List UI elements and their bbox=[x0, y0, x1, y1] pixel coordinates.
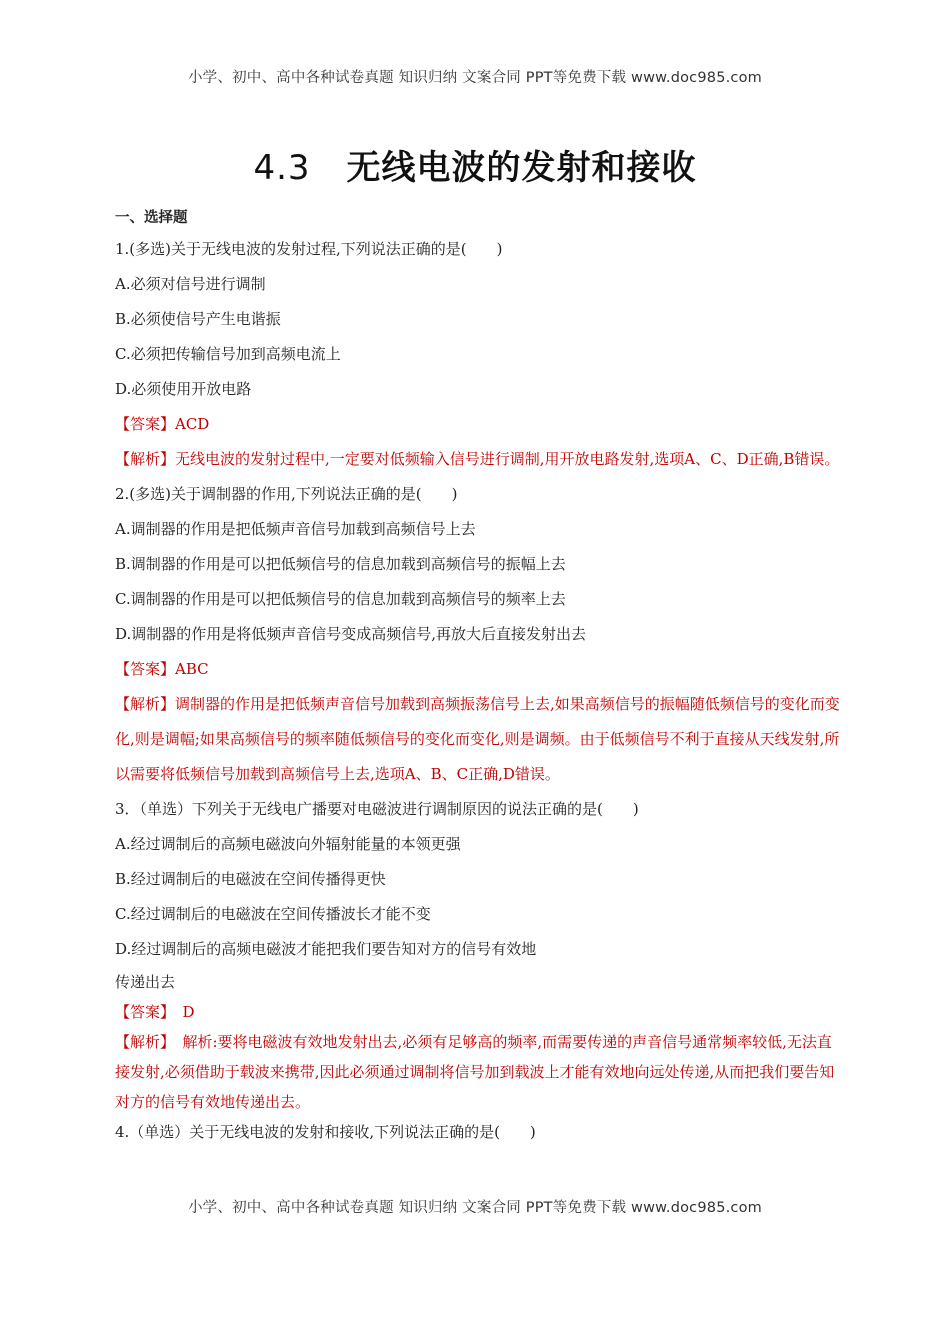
q2-answer: 【答案】ABC bbox=[115, 660, 209, 678]
q2-analysis: 【解析】调制器的作用是把低频声音信号加载到高频振荡信号上去,如果高频信号的振幅随低频信号的变化而变化,则是调幅;如果高频信号的频率随低频信号的变化而变化,则是调频。由于低频信号不利于直接从天线发射,所以需要将低频信号加载到高频信号上去,选项A、B、C正确,D错误。 bbox=[115, 695, 840, 783]
q1-option-b: B.必须使信号产生电谐振 bbox=[115, 310, 281, 328]
q1-option-d: D.必须使用开放电路 bbox=[115, 380, 252, 398]
q4-stem: 4.（单选）关于无线电波的发射和接收,下列说法正确的是( ) bbox=[115, 1123, 536, 1141]
section-number: 4.3 bbox=[253, 148, 311, 188]
q1-answer: 【答案】ACD bbox=[115, 415, 210, 433]
q1-analysis: 【解析】无线电波的发射过程中,一定要对低频输入信号进行调制,用开放电路发射,选项A、C、D正确,B错误。 bbox=[115, 450, 840, 468]
section-heading: 一、选择题 bbox=[115, 210, 188, 226]
q3-answer: 【答案】 D bbox=[115, 1003, 195, 1021]
page-title bbox=[0, 140, 950, 189]
title-text: 无线电波的发射和接收 bbox=[346, 148, 697, 188]
q1-option-a: A.必须对信号进行调制 bbox=[115, 275, 266, 293]
q3-stem: 3．（单选）下列关于无线电广播要对电磁波进行调制原因的说法正确的是( ) bbox=[115, 800, 639, 818]
q2-option-c: C.调制器的作用是可以把低频信号的信息加载到高频信号的频率上去 bbox=[115, 590, 566, 608]
q3-option-a: A.经过调制后的高频电磁波向外辐射能量的本领更强 bbox=[115, 835, 461, 853]
q3-option-c: C.经过调制后的电磁波在空间传播波长才能不变 bbox=[115, 905, 431, 923]
footer-banner: 小学、初中、高中各种试卷真题 知识归纳 文案合同 PPT等免费下载 www.doc985.com bbox=[187, 1200, 763, 1216]
header-banner: 小学、初中、高中各种试卷真题 知识归纳 文案合同 PPT等免费下载 www.doc985.com bbox=[187, 70, 763, 86]
q2-stem: 2.(多选)关于调制器的作用,下列说法正确的是( ) bbox=[115, 485, 458, 503]
content bbox=[115, 204, 840, 1147]
q2-option-b: B.调制器的作用是可以把低频信号的信息加载到高频信号的振幅上去 bbox=[115, 555, 566, 573]
q2-option-a: A.调制器的作用是把低频声音信号加载到高频信号上去 bbox=[115, 520, 476, 538]
q1-option-c: C.必须把传输信号加到高频电流上 bbox=[115, 345, 341, 363]
q3-option-d: D.经过调制后的高频电磁波才能把我们要告知对方的信号有效地 bbox=[115, 940, 537, 958]
q3-option-b: B.经过调制后的电磁波在空间传播得更快 bbox=[115, 870, 386, 888]
q2-option-d: D.调制器的作用是将低频声音信号变成高频信号,再放大后直接发射出去 bbox=[115, 625, 587, 643]
q1-stem: 1.(多选)关于无线电波的发射过程,下列说法正确的是( ) bbox=[115, 240, 503, 258]
q3-analysis: 【解析】 解析:要将电磁波有效地发射出去,必须有足够高的频率,而需要传递的声音信号通常频率较低,无法直接发射,必须借助于载波来携带,因此必须通过调制将信号加到载波上才能有效地向远处传递,从而把我们要告知对方的信号有效地传递出去。 bbox=[115, 1033, 835, 1111]
q3-option-d-continued: 传递出去 bbox=[115, 973, 176, 991]
